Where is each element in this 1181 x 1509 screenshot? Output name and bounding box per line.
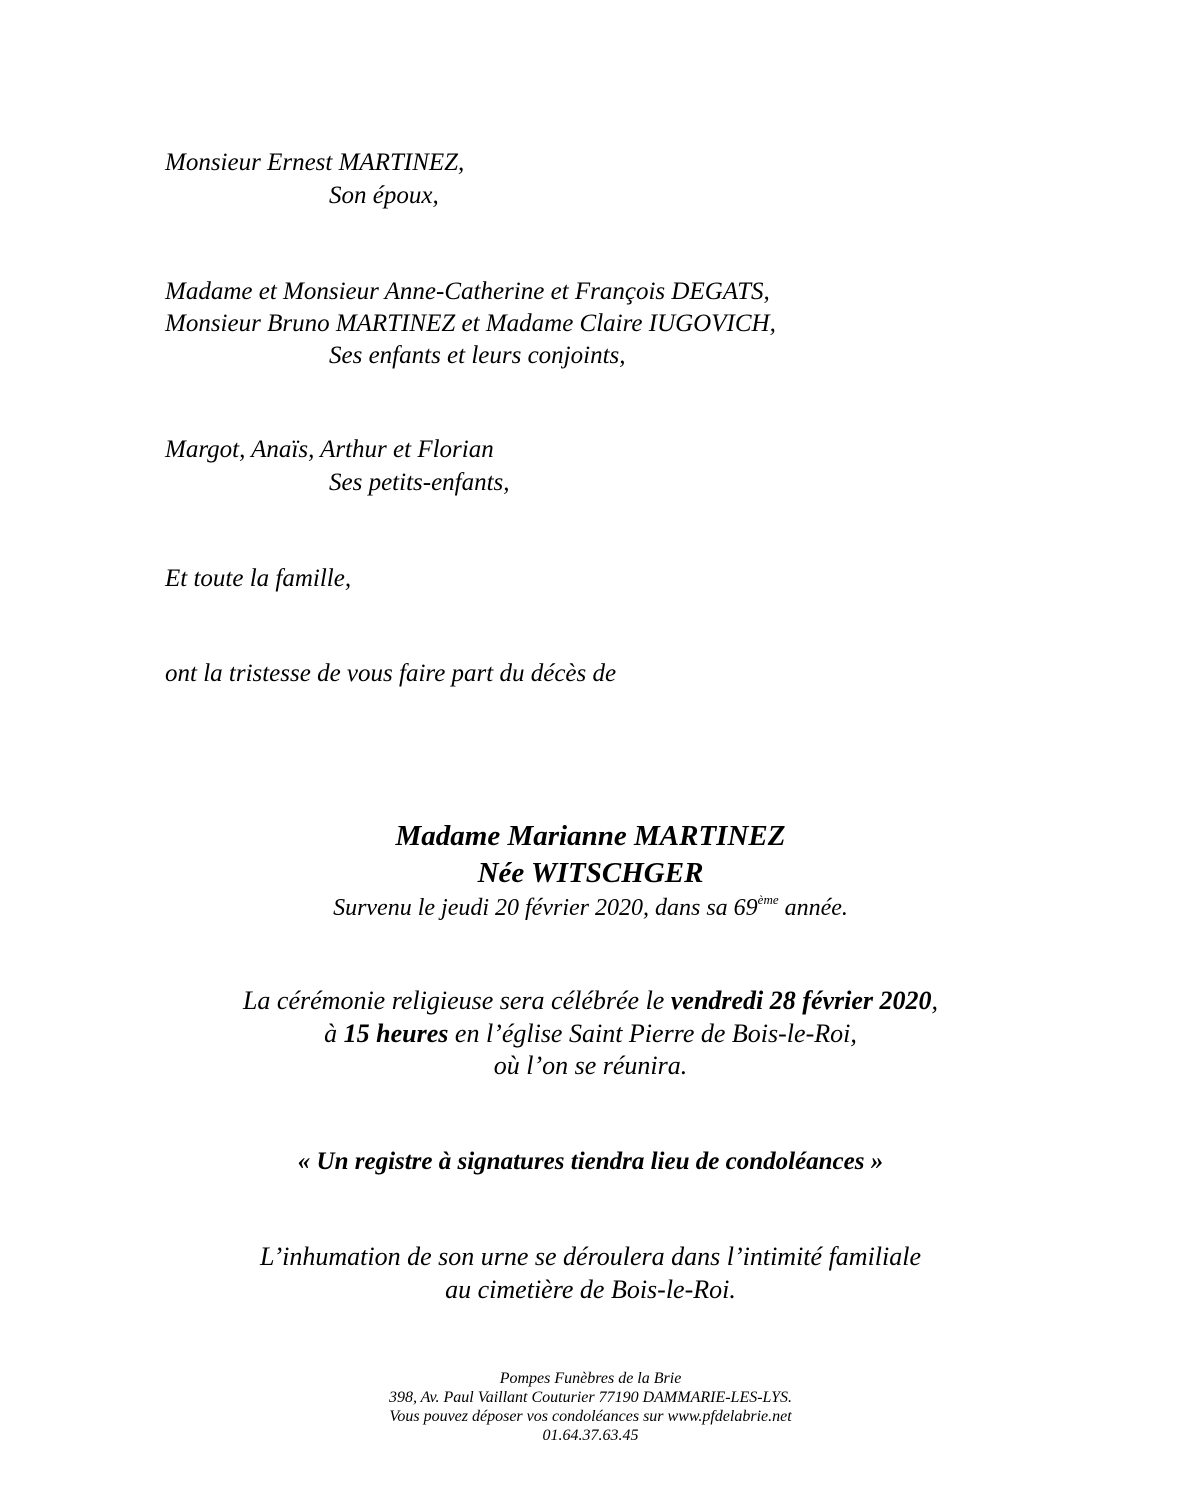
burial-line-2: au cimetière de Bois-le-Roi. (445, 1275, 736, 1304)
spouse-relation: Son époux, (329, 182, 439, 209)
ceremony-line-1: La cérémonie religieuse sera célébrée le vendredi 28 février 2020, (242, 986, 939, 1015)
footer-address: 398, Av. Paul Vaillant Couturier 77190 DAMMARIE-LES-LYS. (388, 1389, 793, 1406)
ceremony-line-2: à 15 heures en l’église Saint Pierre de Bois-le-Roi, (324, 1019, 857, 1048)
registry-notice: « Un registre à signatures tiendra lieu de condoléances » (297, 1148, 884, 1175)
ceremony-line-3: où l’on se réunira. (493, 1051, 688, 1080)
grandchildren-relation: Ses petits-enfants, (329, 469, 510, 496)
spouse-name: Monsieur Ernest MARTINEZ, (165, 149, 465, 176)
family-rest: Et toute la famille, (165, 565, 352, 592)
child-line-1: Madame et Monsieur Anne-Catherine et François DEGATS, (165, 278, 770, 305)
deceased-maiden-name: Née WITSCHGER (477, 857, 704, 889)
footer-condolences: Vous pouvez déposer vos condoléances sur www.pfdelabrie.net (389, 1408, 792, 1425)
burial-line-1: L’inhumation de son urne se déroulera dans l’intimité familiale (259, 1242, 922, 1271)
announcement: ont la tristesse de vous faire part du décès de (165, 660, 617, 687)
footer-company: Pompes Funèbres de la Brie (499, 1370, 682, 1387)
footer-phone: 01.64.37.63.45 (542, 1427, 639, 1444)
grandchildren-names: Margot, Anaïs, Arthur et Florian (165, 436, 494, 463)
death-date: Survenu le jeudi 20 février 2020, dans sa 69ème année. (333, 892, 848, 921)
deceased-name: Madame Marianne MARTINEZ (395, 820, 786, 852)
child-line-2: Monsieur Bruno MARTINEZ et Madame Claire IUGOVICH, (165, 310, 776, 337)
children-relation: Ses enfants et leurs conjoints, (329, 342, 626, 369)
